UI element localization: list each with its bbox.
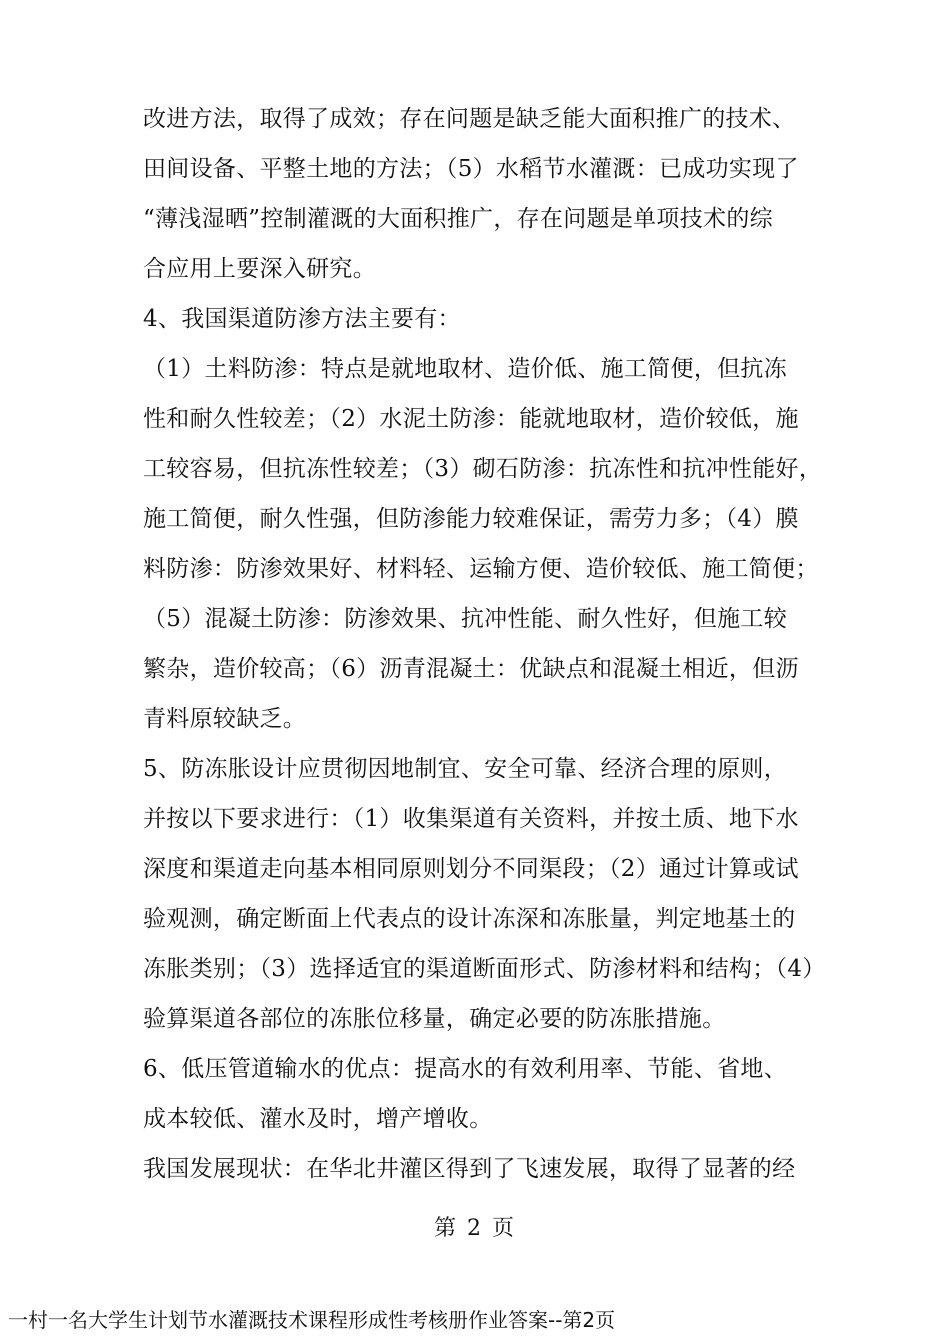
text-line: 并按以下要求进行：（1）收集渠道有关资料，并按土质、地下水	[143, 806, 799, 832]
text-line: 验观测，确定断面上代表点的设计冻深和冻胀量，判定地基土的	[143, 906, 796, 932]
text-line: 田间设备、平整土地的方法；（5）水稻节水灌溉：已成功实现了	[143, 156, 799, 182]
text-line: 深度和渠道走向基本相同原则划分不同渠段；（2）通过计算或试	[143, 856, 799, 882]
text-line: 我国发展现状：在华北井灌区得到了飞速发展，取得了显著的经	[143, 1156, 796, 1182]
text-line: 工较容易，但抗冻性较差；（3）砌石防渗：抗冻性和抗冲性能好，	[143, 456, 823, 482]
text-line: 改进方法，取得了成效；存在问题是缺乏能大面积推广的技术、	[143, 106, 796, 132]
text-line: “薄浅湿晒”控制灌溉的大面积推广，存在问题是单项技术的综	[143, 206, 773, 232]
section-heading-4: 4、我国渠道防渗方法主要有：	[143, 306, 461, 332]
text-line: 冻胀类别；（3）选择适宜的渠道断面形式、防渗材料和结构；（4）	[143, 956, 826, 982]
text-line: 性和耐久性较差；（2）水泥土防渗：能就地取材，造价较低，施	[143, 406, 799, 432]
text-line: （5）混凝土防渗：防渗效果、抗冲性能、耐久性好，但施工较	[143, 606, 788, 632]
text-line: 合应用上要深入研究。	[143, 256, 376, 282]
section-heading-5: 5、防冻胀设计应贯彻因地制宜、安全可靠、经济合理的原则，	[143, 756, 788, 782]
text-line: 青料原较缺乏。	[143, 706, 307, 732]
page-number: 第 2 页	[434, 1216, 516, 1241]
text-line: （1）土料防渗：特点是就地取材、造价低、施工简便，但抗冻	[143, 356, 788, 382]
text-line: 料防渗：防渗效果好、材料轻、运输方便、造价较低、施工简便；	[143, 556, 819, 582]
text-line: 成本较低、灌水及时，增产增收。	[143, 1106, 493, 1132]
text-line: 繁杂，造价较高；（6）沥青混凝土：优缺点和混凝土相近，但沥	[143, 656, 799, 682]
text-line: 验算渠道各部位的冻胀位移量，确定必要的防冻胀措施。	[143, 1006, 726, 1032]
section-heading-6: 6、低压管道输水的优点：提高水的有效利用率、节能、省地、	[143, 1056, 788, 1082]
text-line: 施工简便，耐久性强，但防渗能力较难保证，需劳力多；（4）膜	[143, 506, 799, 532]
footer-caption: 一村一名大学生计划节水灌溉技术课程形成性考核册作业答案--第2页	[8, 1308, 616, 1332]
